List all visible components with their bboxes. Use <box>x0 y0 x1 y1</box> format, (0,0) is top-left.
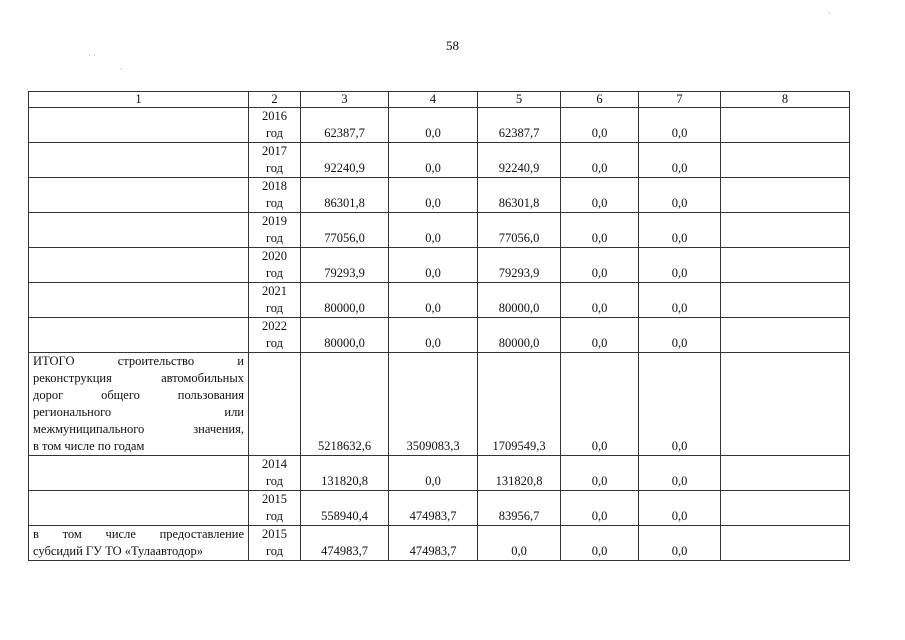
table-row <box>29 526 850 561</box>
value-cell-c7: 0,0 <box>639 353 721 456</box>
value-cell-c6: 0,0 <box>561 213 639 248</box>
year-value: 2016 <box>262 109 287 123</box>
value-cell-c8 <box>721 353 850 456</box>
year-value: 2022 <box>262 319 287 333</box>
value-cell-c7: 0,0 <box>639 178 721 213</box>
row-label-line: дорог общего пользования <box>33 388 244 402</box>
value-cell-c6: 0,0 <box>561 526 639 561</box>
value-cell-c3: 77056,0 <box>301 213 389 248</box>
value-cell-c5: 80000,0 <box>478 283 561 318</box>
year-value: 2021 <box>262 284 287 298</box>
value-cell-c5: 0,0 <box>478 526 561 561</box>
year-unit: год <box>265 266 284 280</box>
value-cell-c4: 0,0 <box>389 283 478 318</box>
table-row <box>29 143 850 178</box>
column-header: 4 <box>389 92 478 108</box>
column-header: 8 <box>721 92 850 108</box>
value-cell-c8 <box>721 143 850 178</box>
year-value: 2018 <box>262 179 287 193</box>
value-cell-c6: 0,0 <box>561 143 639 178</box>
table-body <box>29 108 850 561</box>
value-cell-c4: 0,0 <box>389 213 478 248</box>
row-label-line: в том числе предоставление <box>33 527 244 541</box>
row-label <box>29 213 249 248</box>
value-cell-c3: 474983,7 <box>301 526 389 561</box>
year-cell <box>249 248 301 283</box>
row-label <box>29 318 249 353</box>
row-label <box>29 456 249 491</box>
row-label <box>29 526 249 561</box>
value-cell-c6: 0,0 <box>561 491 639 526</box>
year-cell <box>249 526 301 561</box>
year-value: 2020 <box>262 249 287 263</box>
value-cell-c7: 0,0 <box>639 283 721 318</box>
table-row <box>29 213 850 248</box>
value-cell-c3: 131820,8 <box>301 456 389 491</box>
value-cell-c3: 92240,9 <box>301 143 389 178</box>
value-cell-c4: 474983,7 <box>389 491 478 526</box>
table-row <box>29 491 850 526</box>
value-cell-c6: 0,0 <box>561 353 639 456</box>
column-header: 2 <box>249 92 301 108</box>
table-row <box>29 108 850 143</box>
row-label-line: субсидий ГУ ТО «Тулаавтодор» <box>33 544 203 558</box>
row-label-line: регионального или <box>33 405 244 419</box>
value-cell-c8 <box>721 526 850 561</box>
year-cell <box>249 213 301 248</box>
value-cell-c6: 0,0 <box>561 108 639 143</box>
value-cell-c4: 0,0 <box>389 248 478 283</box>
value-cell-c5: 77056,0 <box>478 213 561 248</box>
value-cell-c5: 80000,0 <box>478 318 561 353</box>
year-cell <box>249 456 301 491</box>
year-unit: год <box>265 126 284 140</box>
year-cell <box>249 318 301 353</box>
row-label-line: в том числе по годам <box>33 439 145 453</box>
year-cell <box>249 108 301 143</box>
year-value: 2014 <box>262 457 287 471</box>
row-label <box>29 491 249 526</box>
value-cell-c5: 131820,8 <box>478 456 561 491</box>
value-cell-c3: 62387,7 <box>301 108 389 143</box>
scan-speck: · <box>120 64 123 74</box>
year-value: 2019 <box>262 214 287 228</box>
value-cell-c8 <box>721 178 850 213</box>
value-cell-c7: 0,0 <box>639 456 721 491</box>
row-label <box>29 143 249 178</box>
value-cell-c5: 83956,7 <box>478 491 561 526</box>
value-cell-c5: 62387,7 <box>478 108 561 143</box>
year-cell <box>249 491 301 526</box>
header-row <box>29 92 850 108</box>
year-unit: год <box>265 544 284 558</box>
row-label-line: ИТОГО строительство и <box>33 354 244 368</box>
value-cell-c8 <box>721 283 850 318</box>
table-row <box>29 456 850 491</box>
column-header: 1 <box>29 92 249 108</box>
table-row <box>29 318 850 353</box>
value-cell-c3: 79293,9 <box>301 248 389 283</box>
row-label <box>29 248 249 283</box>
year-unit: год <box>265 474 284 488</box>
row-label-line: реконструкция автомобильных <box>33 371 244 385</box>
year-unit: год <box>265 336 284 350</box>
year-unit: год <box>265 161 284 175</box>
value-cell-c4: 0,0 <box>389 318 478 353</box>
row-label <box>29 178 249 213</box>
value-cell-c8 <box>721 108 850 143</box>
year-value: 2017 <box>262 144 287 158</box>
value-cell-c7: 0,0 <box>639 526 721 561</box>
value-cell-c8 <box>721 456 850 491</box>
value-cell-c5: 1709549,3 <box>478 353 561 456</box>
value-cell-c4: 0,0 <box>389 178 478 213</box>
value-cell-c7: 0,0 <box>639 318 721 353</box>
value-cell-c7: 0,0 <box>639 143 721 178</box>
value-cell-c4: 474983,7 <box>389 526 478 561</box>
value-cell-c4: 3509083,3 <box>389 353 478 456</box>
scan-speck: · <box>828 8 831 18</box>
data-table <box>28 91 850 561</box>
table-row <box>29 353 850 456</box>
year-value: 2015 <box>262 527 287 541</box>
value-cell-c6: 0,0 <box>561 178 639 213</box>
value-cell-c6: 0,0 <box>561 318 639 353</box>
value-cell-c5: 79293,9 <box>478 248 561 283</box>
value-cell-c8 <box>721 491 850 526</box>
value-cell-c6: 0,0 <box>561 248 639 283</box>
value-cell-c5: 86301,8 <box>478 178 561 213</box>
value-cell-c3: 558940,4 <box>301 491 389 526</box>
value-cell-c4: 0,0 <box>389 108 478 143</box>
value-cell-c3: 5218632,6 <box>301 353 389 456</box>
column-header: 3 <box>301 92 389 108</box>
column-header: 5 <box>478 92 561 108</box>
year-unit: год <box>265 231 284 245</box>
year-cell <box>249 178 301 213</box>
value-cell-c7: 0,0 <box>639 108 721 143</box>
row-label <box>29 353 249 456</box>
value-cell-c4: 0,0 <box>389 143 478 178</box>
year-cell <box>249 143 301 178</box>
table-row <box>29 248 850 283</box>
scan-speck: · · <box>88 50 97 60</box>
value-cell-c3: 86301,8 <box>301 178 389 213</box>
row-label <box>29 283 249 318</box>
value-cell-c6: 0,0 <box>561 283 639 318</box>
value-cell-c7: 0,0 <box>639 213 721 248</box>
value-cell-c6: 0,0 <box>561 456 639 491</box>
value-cell-c8 <box>721 213 850 248</box>
year-unit: год <box>265 509 284 523</box>
value-cell-c3: 80000,0 <box>301 283 389 318</box>
year-unit: год <box>265 196 284 210</box>
year-cell <box>249 353 301 456</box>
table-row <box>29 178 850 213</box>
year-unit: год <box>265 301 284 315</box>
value-cell-c8 <box>721 318 850 353</box>
page-number: 58 <box>446 38 459 53</box>
year-cell <box>249 283 301 318</box>
value-cell-c5: 92240,9 <box>478 143 561 178</box>
value-cell-c7: 0,0 <box>639 248 721 283</box>
column-header: 7 <box>639 92 721 108</box>
table-row <box>29 283 850 318</box>
row-label-line: межмуниципального значения, <box>33 422 244 436</box>
value-cell-c8 <box>721 248 850 283</box>
value-cell-c7: 0,0 <box>639 491 721 526</box>
row-label <box>29 108 249 143</box>
value-cell-c4: 0,0 <box>389 456 478 491</box>
year-value: 2015 <box>262 492 287 506</box>
column-header: 6 <box>561 92 639 108</box>
value-cell-c3: 80000,0 <box>301 318 389 353</box>
